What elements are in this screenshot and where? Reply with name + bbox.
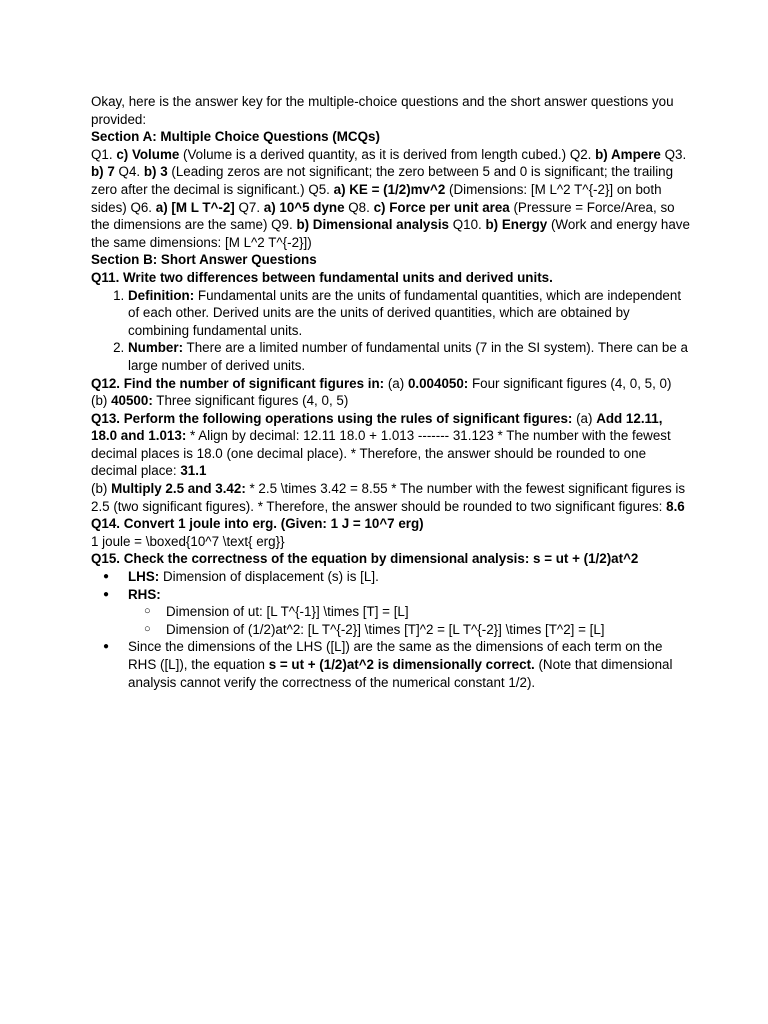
list-item: ○ Dimension of ut: [L T^{-1}] \times [T] = [L] xyxy=(166,603,691,621)
intro-paragraph: Okay, here is the answer key for the multiple-choice questions and the short answer questions you provided: xyxy=(91,94,674,127)
list-item: ○ Dimension of (1/2)at^2: [L T^{-2}] \times [T]^2 = [L T^{-2}] \times [T^2] = [L] xyxy=(166,621,691,639)
q13b-paragraph: (b) Multiply 2.5 and 3.42: * 2.5 \times 3.42 = 8.55 * The number with the fewest significant figures is 2.5 (two significant figures). * Therefore, the answer should be rounded to two significant figures: 8.6 xyxy=(91,481,686,514)
q15-list xyxy=(91,568,691,691)
section-a-answers: Q1. c) Volume (Volume is a derived quantity, as it is derived from length cubed.) Q2. b) Ampere Q3. b) 7 Q4. b) 3 (Leading zeros are not significant; the zero between 5 and 0 is significant; the trailing zero after the decimal is significant.) Q5. a) KE = (1/2)mv^2 (Dimensions: [M L^2 T^{-2}] on both sides) Q6. a) [M L T^-2] Q7. a) 10^5 dyne Q8. c) Force per unit area (Pressure = Force/Area, so the dimensions are the same) Q9. b) Dimensional analysis Q10. b) Energy (Work and energy have the same dimensions: [M L^2 T^{-2}]) xyxy=(91,146,690,250)
q14-heading: Q14. Convert 1 joule into erg. (Given: 1 J = 10^7 erg) xyxy=(91,516,424,532)
section-a-heading: Section A: Multiple Choice Questions (MCQs) xyxy=(91,129,380,145)
list-item: 2. Number: There are a limited number of fundamental units (7 in the SI system). There can be a large number of derived units. xyxy=(128,339,691,374)
q14-answer: 1 joule = \boxed{10^7 \text{ erg}} xyxy=(91,533,285,549)
list-item: 1. Definition: Fundamental units are the units of fundamental quantities, which are independent of each other. Derived units are the units of derived quantities, which are obtained by combining fundamental units. xyxy=(128,287,691,340)
list-item: ● LHS: Dimension of displacement (s) is [L]. xyxy=(128,568,691,586)
rhs-sublist xyxy=(128,603,691,638)
q13a-paragraph: Q13. Perform the following operations using the rules of significant figures: (a) Add 12.11, 18.0 and 1.013: * Align by decimal: 12.11 18.0 + 1.013 ------- 31.123 * The number with the fewest decimal places is 18.0 (one decimal place). * Therefore, the answer should be rounded to one decimal place: 31.1 xyxy=(91,410,671,479)
q11-heading: Q11. Write two differences between fundamental units and derived units. xyxy=(91,269,553,285)
q11-list xyxy=(91,287,691,375)
list-item: ● RHS: ○ Dimension of ut: [L T^{-1}] \times [T] = [L] ○ Dimension of (1/2)at^2: [L T^{-2}] \times [T]^2 = [L T^{-2}] \times [T^2] = [L] xyxy=(128,586,691,639)
answer-key-document xyxy=(91,93,691,691)
section-b-heading: Section B: Short Answer Questions xyxy=(91,252,317,268)
list-item: ● Since the dimensions of the LHS ([L]) are the same as the dimensions of each term on the RHS ([L]), the equation s = ut + (1/2)at^2 is dimensionally correct. (Note that dimensional analysis cannot verify the correctness of the numerical constant 1/2). xyxy=(128,638,691,691)
q15-heading: Q15. Check the correctness of the equation by dimensional analysis: s = ut + (1/2)at^2 xyxy=(91,551,639,567)
q12-paragraph: Q12. Find the number of significant figures in: (a) 0.004050: Four significant figures (4, 0, 5, 0) (b) 40500: Three significant figures (4, 0, 5) xyxy=(91,375,672,409)
